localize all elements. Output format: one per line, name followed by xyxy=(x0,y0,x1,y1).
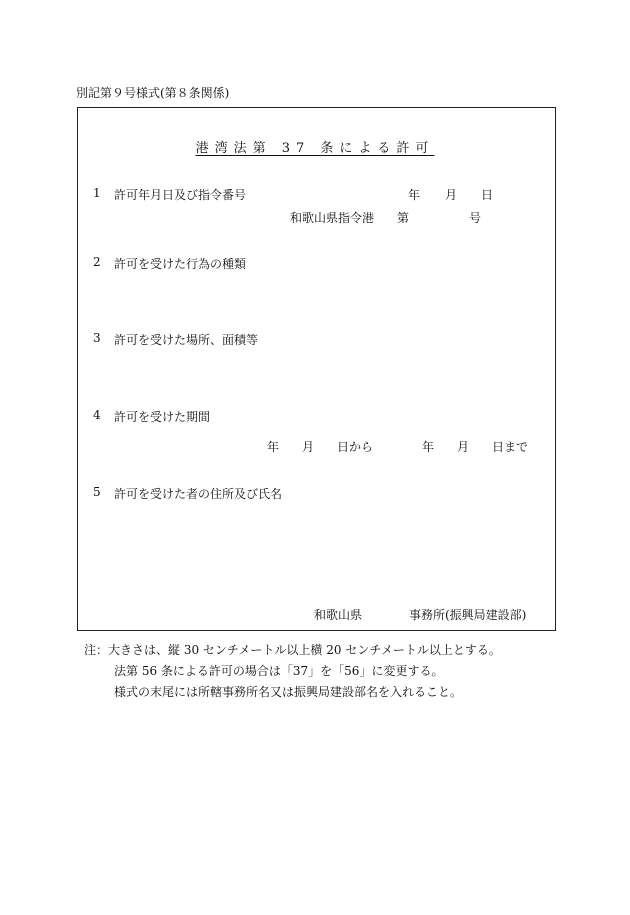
notes-block xyxy=(84,640,501,703)
order-dai: 第 xyxy=(397,211,410,225)
period-end-year: 年 xyxy=(422,440,435,454)
notes-prefix: 注： xyxy=(84,643,109,657)
period-end-month: 月 xyxy=(457,440,470,454)
item-5-number: 5 xyxy=(93,485,101,499)
note-text-1: 大きさは、縦 30 センチメートル以上横 20 センチメートル以上とする。 xyxy=(108,643,501,657)
date-day-unit: 日 xyxy=(481,188,494,202)
note-line-3: 様式の末尾には所轄事務所名又は振興局建設部名を入れること。 xyxy=(114,685,463,699)
item-5-label: 許可を受けた者の住所及び氏名 xyxy=(114,487,283,501)
order-prefix: 和歌山県指令港 xyxy=(290,211,375,225)
period-start-month: 月 xyxy=(302,440,315,454)
period-start-year: 年 xyxy=(267,440,280,454)
note-line-1 xyxy=(84,640,501,661)
form-number-label: 別記第９号様式(第８条関係) xyxy=(76,86,230,100)
item-2-label: 許可を受けた行為の種類 xyxy=(114,257,247,271)
item-1-number: 1 xyxy=(93,186,101,200)
footer-prefecture: 和歌山県 xyxy=(314,608,363,622)
date-year-unit: 年 xyxy=(408,188,421,202)
item-3-number: 3 xyxy=(93,331,101,345)
order-go: 号 xyxy=(469,211,482,225)
period-end-day: 日まで xyxy=(492,440,529,454)
period-start-day: 日から xyxy=(337,440,374,454)
item-4-number: 4 xyxy=(93,408,101,422)
item-3-label: 許可を受けた場所、面積等 xyxy=(114,333,259,347)
item-2-number: 2 xyxy=(93,255,101,269)
item-4-label: 許可を受けた期間 xyxy=(114,410,211,424)
item-1-label: 許可年月日及び指令番号 xyxy=(114,188,247,202)
form-title: 港湾法第 37 条による許可 xyxy=(195,141,435,156)
note-line-2: 法第 56 条による許可の場合は「37」を「56」に変更する。 xyxy=(114,664,444,678)
date-month-unit: 月 xyxy=(445,188,458,202)
footer-office: 事務所(振興局建設部) xyxy=(409,608,527,622)
